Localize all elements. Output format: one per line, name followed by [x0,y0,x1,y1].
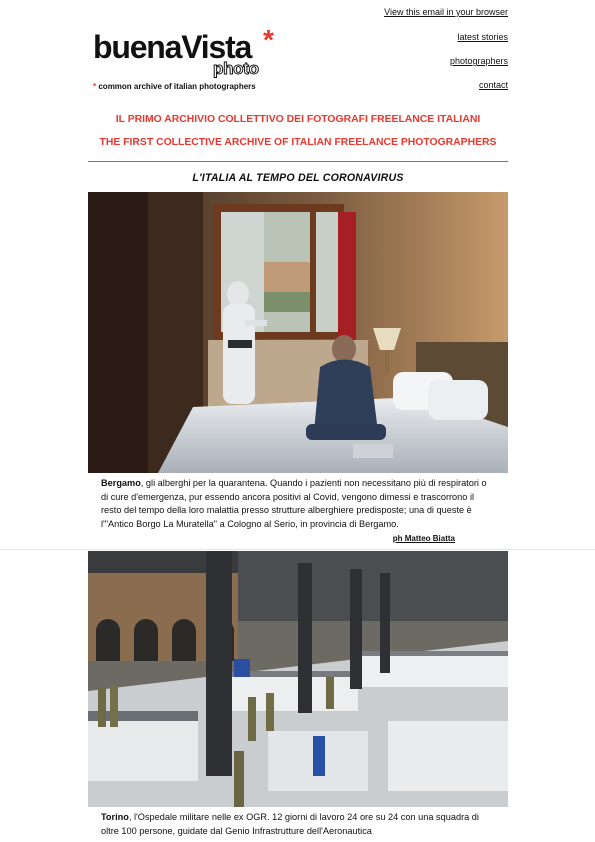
torino-photo-illustration [88,551,508,807]
photographers-link[interactable]: photographers [449,56,508,66]
torino-caption [101,811,496,838]
bergamo-caption [101,477,496,531]
bergamo-place: Bergamo [101,478,141,488]
tagline-text: common archive of italian photographers [98,82,256,91]
bergamo-photo-credit-link[interactable]: ph Matteo Biatta [392,534,455,543]
bergamo-photo[interactable] [88,192,508,473]
bergamo-photo-illustration [88,192,508,473]
buenavista-logo[interactable] [93,24,293,100]
latest-stories-link[interactable]: latest stories [457,32,508,42]
logo-tagline [93,82,256,91]
section-divider [88,161,508,162]
torino-place: Torino [101,812,129,822]
section-title: L'ITALIA AL TEMPO DEL CORONAVIRUS [192,172,404,184]
headline-english: THE FIRST COLLECTIVE ARCHIVE OF ITALIAN FREELANCE PHOTOGRAPHERS [99,137,497,148]
torino-text: , l'Ospedale militare nelle ex OGR. 12 giorni di lavoro 24 ore su 24 con una squadra di oltre 100 persone, guidate dal Genio Infrastrutture dell'Aeronautica [101,812,479,836]
story-divider [0,549,595,550]
tagline-asterisk-icon: * [93,82,97,91]
logo-wordmark: buenaVista [93,29,252,65]
torino-photo[interactable] [88,551,508,807]
logo-star-icon: * [263,24,274,55]
view-in-browser-link[interactable]: View this email in your browser [384,7,508,17]
headline-italian: IL PRIMO ARCHIVIO COLLETTIVO DEI FOTOGRAFI FREELANCE ITALIANI [115,114,481,125]
logo-photo-word: photo [213,59,259,78]
bergamo-text: , gli alberghi per la quarantena. Quando i pazienti non necessitano più di respiratori o di cure d'emergenza, pur essendo ancora positivi al Covid, vengono dimessi e trascorrono il resto del tempo della loro malattia presso strutture alberghiere predisposte; una di queste è l'"Antico Borgo La Muratella" a Cologno al Serio, in provincia di Bergamo. [101,478,487,529]
contact-link[interactable]: contact [478,80,508,90]
